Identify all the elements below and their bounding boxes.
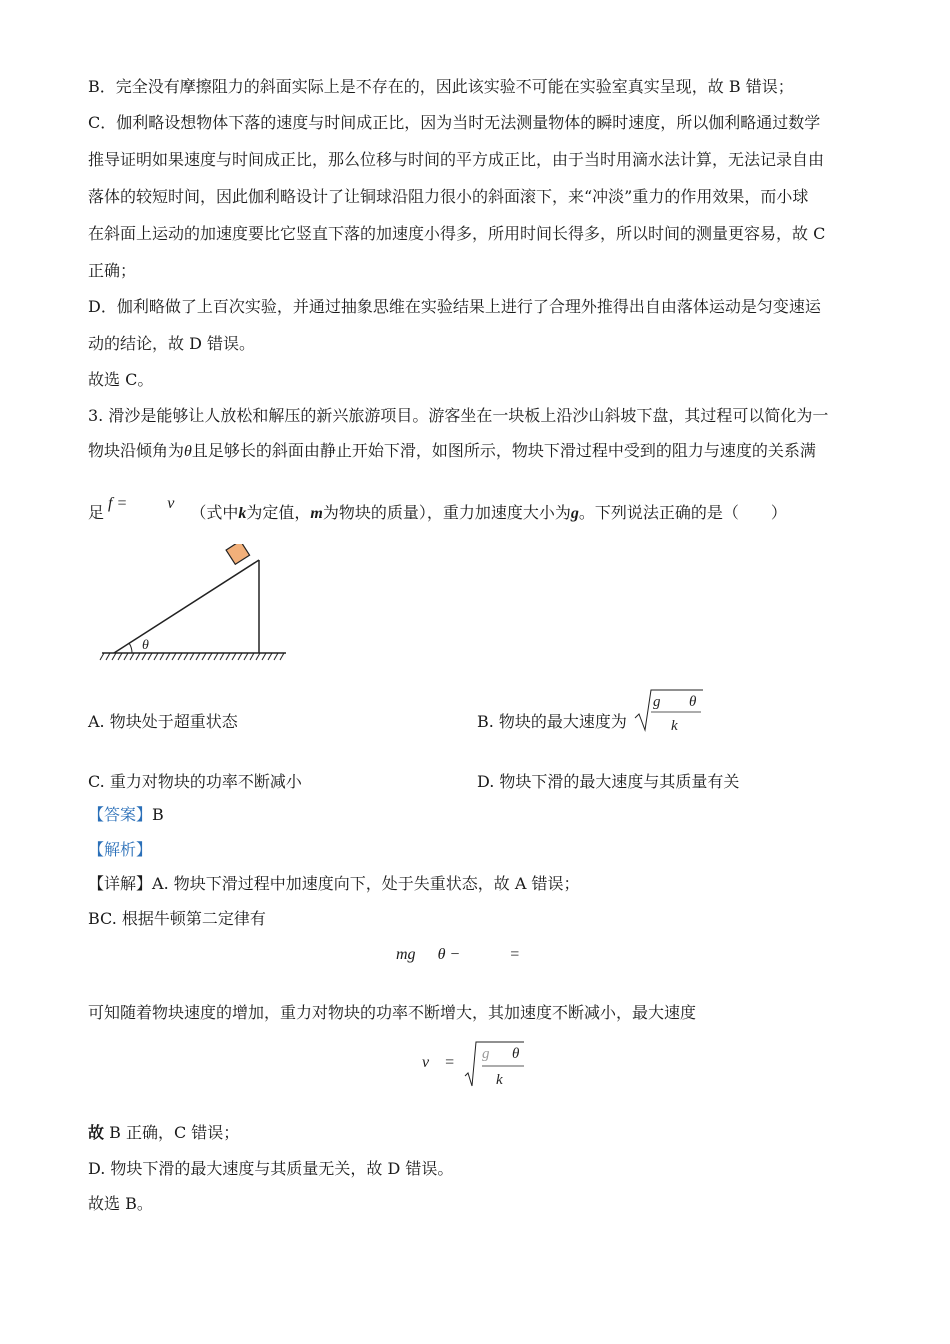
- detail-label: 【详解】: [88, 874, 153, 893]
- analysis-label: 【解析】: [88, 840, 153, 859]
- option-b-den-k: k: [671, 718, 678, 734]
- equation-vmax-lhs: v =: [422, 1054, 455, 1071]
- question-line-3: 足 f = v （式中k为定值，m为物块的质量），重力加速度大小为g。下列说法正确的是（ ）: [88, 495, 787, 522]
- prev-option-c-line-3: 落体的较短时间，因此伽利略设计了让铜球沿阻力很小的斜面滚下，来“冲淡”重力的作用效果，而小球: [88, 187, 809, 206]
- angle-label: θ: [142, 638, 149, 653]
- question-line-2: 物块沿倾角为θ且足够长的斜面由静止开始下滑，如图所示，物块下滑过程中受到的阻力与速度的关系满: [88, 441, 816, 460]
- block: [226, 544, 249, 564]
- formula-f: f =: [108, 495, 128, 512]
- equation-newton: mg θ − =: [396, 946, 520, 963]
- vmax-den-k: k: [496, 1072, 503, 1088]
- incline-figure: [96, 544, 316, 664]
- prev-choose: 故选 C。: [88, 370, 154, 389]
- prev-option-d-line-2: 动的结论，故 D 错误。: [88, 334, 256, 353]
- prev-option-c-line-1: C．伽利略设想物体下落的速度与时间成正比，因为当时无法测量物体的瞬时速度，所以伽利略通过数学: [88, 113, 821, 132]
- detail-a: 【详解】A. 物块下滑过程中加速度向下，处于失重状态，故 A 错误；: [88, 874, 580, 893]
- detail-after-equation: 可知随着物块速度的增加，重力对物块的功率不断增大，其加速度不断减小，最大速度: [88, 1003, 697, 1022]
- detail-b-correct: 故 B 正确，C 错误；: [88, 1123, 240, 1142]
- prev-option-c-line-4: 在斜面上运动的加速度要比它竖直下落的加速度小得多，所用时间长得多，所以时间的测量更容易，故 C: [88, 224, 826, 243]
- ground-hatching: [100, 653, 284, 660]
- vmax-num-theta: θ: [512, 1046, 520, 1062]
- prev-option-c-line-5: 正确；: [88, 261, 137, 280]
- option-a: A. 物块处于超重状态: [88, 712, 238, 731]
- option-b-formula: [633, 686, 705, 736]
- prev-option-d-line-1: D．伽利略做了上百次实验，并通过抽象思维在实验结果上进行了合理外推得出自由落体运动是匀变速运: [88, 297, 821, 316]
- option-d: D. 物块下滑的最大速度与其质量有关: [477, 772, 740, 791]
- option-b-num-theta: θ: [689, 694, 697, 710]
- vmax-num-g: g: [482, 1046, 490, 1062]
- detail-bc: BC. 根据牛顿第二定律有: [88, 909, 266, 928]
- prev-option-c-line-2: 推导证明如果速度与时间成正比，那么位移与时间的平方成正比，由于当时用滴水法计算，无法记录自由: [88, 150, 825, 169]
- option-c: C. 重力对物块的功率不断减小: [88, 772, 302, 791]
- prev-option-b: B．完全没有摩擦阻力的斜面实际上是不存在的，因此该实验不可能在实验室真实呈现，故 B 错误；: [88, 77, 794, 96]
- incline-surface: [114, 560, 259, 653]
- option-b-num-g: g: [653, 694, 661, 710]
- option-b: B. 物块的最大速度为: [477, 712, 627, 731]
- detail-d: D. 物块下滑的最大速度与其质量无关，故 D 错误。: [88, 1159, 454, 1178]
- equation-vmax-formula: [462, 1038, 528, 1090]
- answer-line: [88, 804, 164, 826]
- formula-v: v: [167, 495, 175, 512]
- angle-arc: [129, 643, 132, 653]
- answer-label: 【答案】: [88, 805, 153, 824]
- question-line-1: 3. 滑沙是能够让人放松和解压的新兴旅游项目。游客坐在一块板上沿沙山斜坡下盘，其过程可以简化为一: [88, 406, 829, 425]
- theta-symbol: θ: [184, 443, 192, 460]
- answer-value: B: [152, 805, 164, 824]
- detail-choose: 故选 B。: [88, 1194, 153, 1213]
